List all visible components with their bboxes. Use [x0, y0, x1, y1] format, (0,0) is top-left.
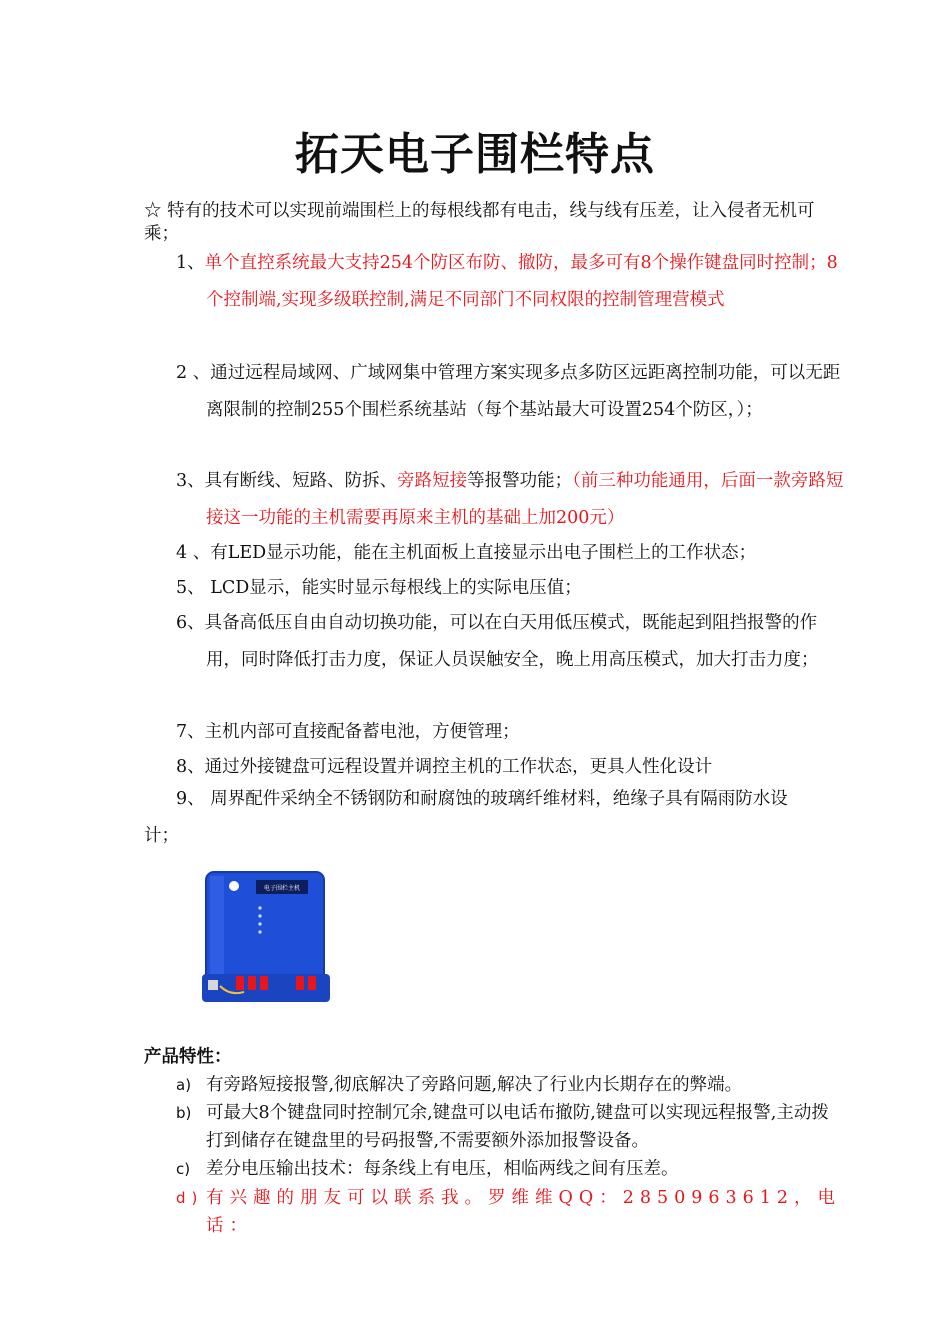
list-item-number: 5、 — [176, 578, 211, 598]
intro-paragraph: ☆ 特有的技术可以实现前端围栏上的每根线都有电击，线与线有压差，让入侵者无机可乘； — [144, 201, 815, 244]
list-item-number: 6、 — [176, 613, 205, 633]
list-item-number: 4 、 — [176, 543, 211, 563]
list-item-3 — [176, 463, 846, 537]
feature-marker: b) — [176, 1104, 192, 1122]
item-text: LCD显示，能实时显示每根线上的实际电压值； — [210, 578, 582, 598]
list-item-1 — [176, 245, 846, 319]
feature-item — [176, 1155, 846, 1183]
highlight-text: （前三种功能通用，后面一款旁路短接这一功能的主机需要再原来主机的基础上加200元） — [206, 471, 844, 528]
feature-item — [176, 1099, 846, 1155]
list-item-5 — [176, 570, 846, 607]
page-title: 拓天电子围栏特点 — [295, 129, 655, 180]
item-text: 等报警功能； — [467, 471, 573, 491]
list-item-number: 3、 — [176, 471, 205, 491]
product-image — [200, 868, 332, 1008]
feature-marker: d) — [176, 1189, 204, 1207]
feature-text: 可最大8个键盘同时控制冗余,键盘可以电话布撤防,键盘可以实现远程报警,主动拨打到储存在键盘里的号码报警,不需要额外添加报警设备。 — [206, 1103, 829, 1151]
item-text: 通过外接键盘可远程设置并调控主机的工作状态，更具人性化设计 — [204, 757, 713, 777]
list-item-7 — [176, 714, 846, 751]
list-item-number: 1、 — [176, 253, 205, 273]
item-text: 有LED显示功能，能在主机面板上直接显示出电子围栏上的工作状态； — [210, 543, 757, 563]
feature-text: 有兴趣的朋友可以联系我。罗维维QQ：2850963612，电话： — [206, 1188, 842, 1236]
list-item-number: 7、 — [176, 722, 205, 742]
feature-item — [176, 1184, 846, 1240]
feature-marker: a) — [176, 1076, 192, 1094]
item-text: 具备高低压自由自动切换功能，可以在白天用低压模式，既能起到阻挡报警的作用，同时降低打击力度，保证人员误触安全，晚上用高压模式，加大打击力度； — [204, 613, 819, 670]
list-item-number: 8、 — [176, 757, 205, 777]
list-item-6 — [176, 605, 846, 679]
feature-item — [176, 1071, 846, 1099]
list-item-2 — [176, 355, 846, 429]
list-item-4 — [176, 535, 846, 572]
svg-text:电子围栏主机: 电子围栏主机 — [263, 885, 301, 892]
list-item-9: 9、 周界配件采纳全不锈钢防和耐腐蚀的玻璃纤维材料，绝缘子具有隔雨防水设计； — [144, 789, 788, 846]
list-item-number: 2 、 — [176, 363, 211, 383]
product-features-heading: 产品特性： — [144, 1047, 232, 1067]
item-text: 通过远程局域网、广域网集中管理方案实现多点多防区远距离控制功能，可以无距离限制的控制255个围栏系统基站（每个基站最大可设置254个防区，）； — [206, 363, 841, 420]
feature-marker: c) — [176, 1160, 191, 1178]
highlight-text: 旁路短接 — [397, 471, 468, 491]
item-text: 主机内部可直接配备蓄电池，方便管理； — [204, 722, 520, 742]
highlight-text: 单个直控系统最大支持254个防区布防、撤防，最多可有8个操作键盘同时控制；8个控制端,实现多级联控制,满足不同部门不同权限的控制管理营模式 — [204, 253, 838, 310]
brand-logo-icon — [229, 881, 239, 891]
feature-text: 有旁路短接报警,彻底解决了旁路问题,解决了行业内长期存在的弊端。 — [206, 1075, 743, 1095]
feature-text: 差分电压输出技术：每条线上有电压，相临两线之间有压差。 — [206, 1159, 679, 1179]
item-text: 具有断线、短路、防拆、 — [204, 471, 398, 491]
